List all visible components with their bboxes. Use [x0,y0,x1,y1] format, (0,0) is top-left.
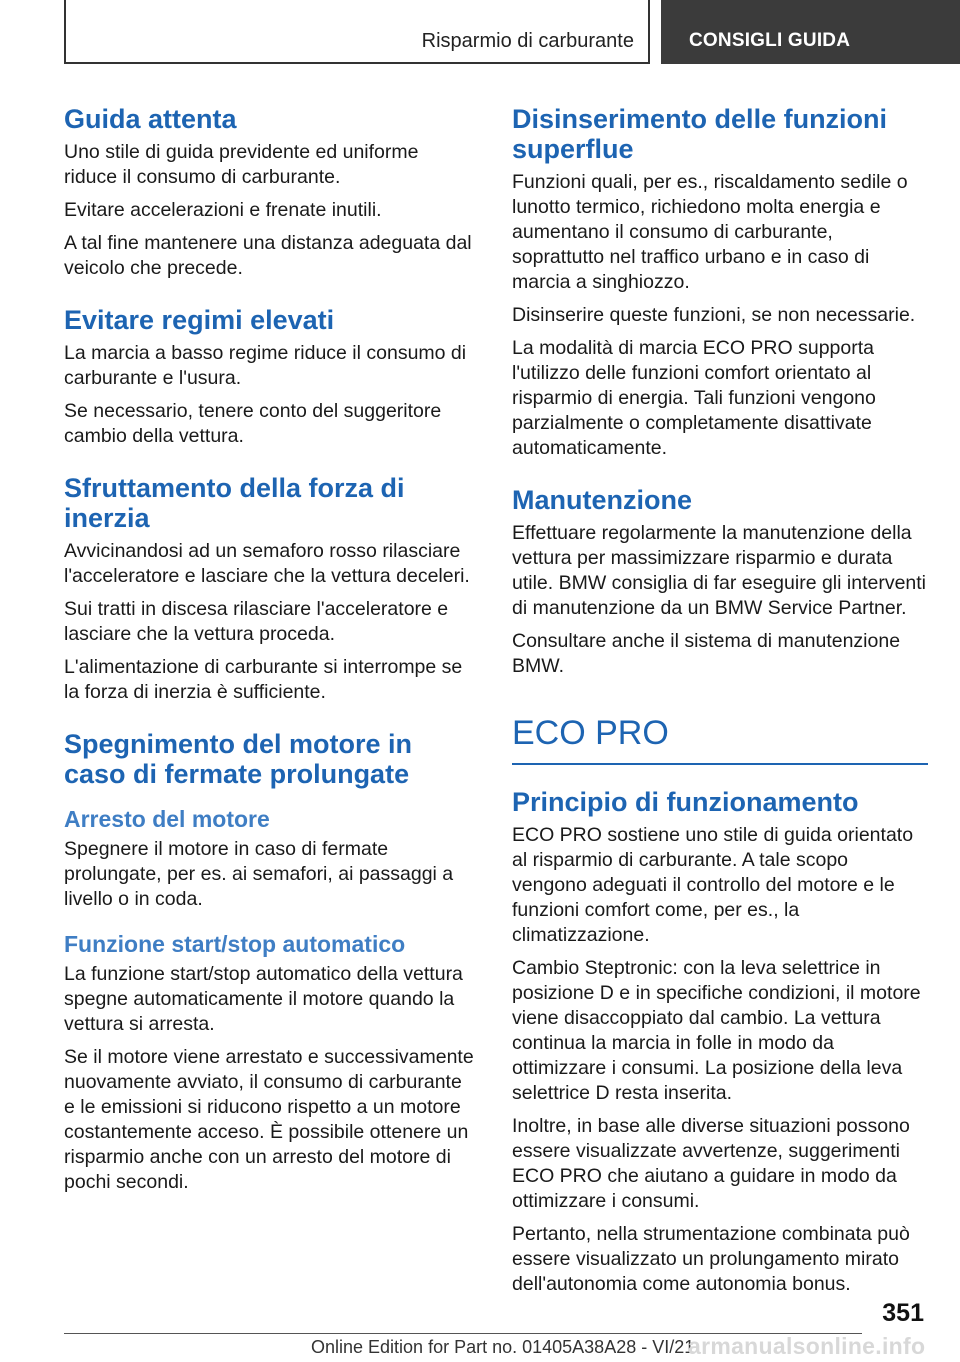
paragraph: Se necessario, tenere conto del suggeritore cambio della vettura. [64,400,442,447]
page-header [0,0,960,66]
paragraph: Avvicinandosi ad un semaforo rosso rilasciare l'acceleratore e lasciare che la vettura deceleri. [64,540,470,587]
subheading-arresto-motore: Arresto del motore [64,806,270,832]
paragraph: Evitare accelerazioni e frenate inutili. [64,199,382,221]
heading-spegnimento-motore: Spegnimento del motore in caso di fermate prolungate [64,729,413,789]
paragraph: Pertanto, nella strumentazione combinata può essere visualizzato un prolungamento mirato dell'autonomia come autonomia bonus. [512,1223,910,1295]
header-section-box [64,0,650,64]
paragraph: Consultare anche il sistema di manutenzione BMW. [512,630,901,677]
paragraph: Uno stile di guida previdente ed uniforme riduce il consumo di carburante. [64,141,419,188]
paragraph: Spegnere il motore in caso di fermate prolungate, per es. ai semafori, ai passaggi a livello o in coda. [64,838,454,910]
page-number: 351 [882,1299,924,1327]
right-column [512,104,928,1305]
footer-edition: Online Edition for Part no. 01405A38A28 - VI/21 [311,1337,695,1357]
paragraph: Effettuare regolarmente la manutenzione della vettura per massimizzare risparmio e durata utile. BMW consiglia di far eseguire gli interventi di manutenzione da un BMW Service Partner. [512,522,927,619]
chapter-heading-eco-pro: ECO PRO [512,713,928,765]
paragraph: La modalità di marcia ECO PRO supporta l'utilizzo delle funzioni comfort orientato al risparmio di energia. Tali funzioni vengono parzialmente o completamente disattivate automaticamente. [512,337,876,459]
paragraph: Se il motore viene arrestato e successivamente nuovamente avviato, il consumo di carburante e le emissioni si riducono rispetto a un motore costantemente acceso. È possibile ottenere un risparmio anche con un arresto del motore di pochi secondi. [64,1046,474,1193]
left-column [64,104,476,1203]
paragraph: Sui tratti in discesa rilasciare l'acceleratore e lasciare che la vettura proceda. [64,598,449,645]
header-section-title: Risparmio di carburante [421,30,634,52]
heading-guida-attenta: Guida attenta [64,104,237,134]
paragraph: Cambio Steptronic: con la leva selettrice in posizione D e in specifiche condizioni, il motore viene disaccoppiato dal cambio. La vettura continua la marcia in folle in modo da ottimizzare i consumi. La posizione della leva selettrice D resta inserita. [512,957,921,1104]
heading-principio-funzionamento: Principio di funzionamento [512,787,859,817]
paragraph: A tal fine mantenere una distanza adeguata dal veicolo che precede. [64,232,472,279]
paragraph: ECO PRO sostiene uno stile di guida orientato al risparmio di carburante. A tale scopo vengono adeguati il controllo del motore e le funzioni comfort come, per es., la climatizzazione. [512,824,914,946]
paragraph: Disinserire queste funzioni, se non necessarie. [512,304,916,326]
paragraph: L'alimentazione di carburante si interrompe se la forza di inerzia è sufficiente. [64,656,463,703]
paragraph: Inoltre, in base alle diverse situazioni possono essere visualizzate avvertenze, suggerimenti ECO PRO che aiutano a guidare in modo da ottimizzare i consumi. [512,1115,910,1212]
paragraph: Funzioni quali, per es., riscaldamento sedile o lunotto termico, richiedono molta energia e aumentano il consumo di carburante, soprattutto nel traffico urbano e in caso di marcia a singhiozzo. [512,171,908,293]
subheading-start-stop: Funzione start/stop automatico [64,931,406,957]
watermark: armanualsonline.info [688,1333,926,1359]
heading-disinserimento-funzioni: Disinserimento delle funzioni superflue [512,104,888,164]
heading-evitare-regimi: Evitare regimi elevati [64,305,335,335]
paragraph: La funzione start/stop automatico della vettura spegne automaticamente il motore quando la vettura si arresta. [64,963,463,1035]
header-chapter-title: CONSIGLI GUIDA [689,30,851,51]
header-chapter-tab [661,0,960,64]
heading-manutenzione: Manutenzione [512,485,692,515]
paragraph: La marcia a basso regime riduce il consumo di carburante e l'usura. [64,342,467,389]
heading-forza-inerzia: Sfruttamento della forza di inerzia [64,473,405,533]
